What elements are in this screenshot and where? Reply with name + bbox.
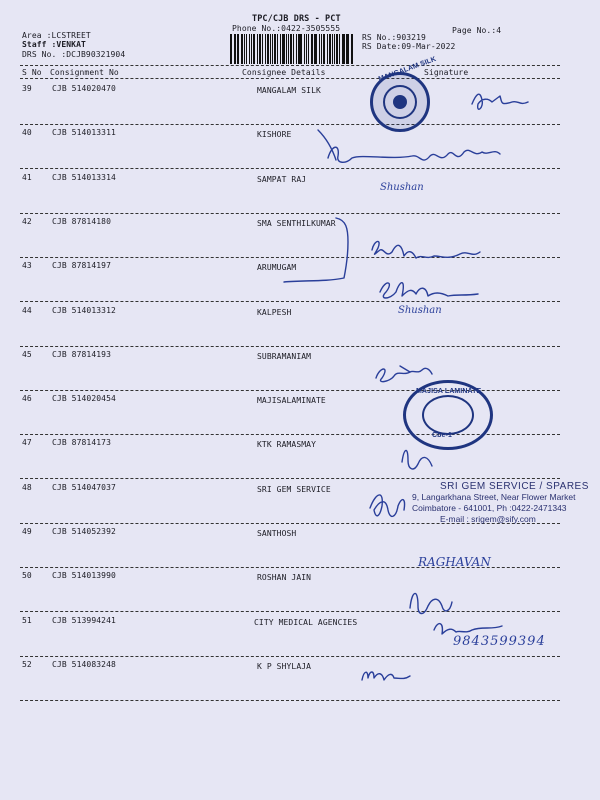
row-consignment: CJB 87814173 xyxy=(52,438,111,447)
row-sno: 40 xyxy=(22,128,32,137)
row-sno: 48 xyxy=(22,483,32,492)
pen-mark xyxy=(284,218,348,282)
row-consignment: CJB 514020454 xyxy=(52,394,116,403)
page-number: Page No.:4 xyxy=(452,26,502,35)
row-sno: 52 xyxy=(22,660,32,669)
company-name: SRI GEM SERVICE / SPARES xyxy=(440,481,589,492)
row-consignment: CJB 514013314 xyxy=(52,173,116,182)
column-header-consignee: Consignee Details xyxy=(242,68,326,77)
row-sno: 42 xyxy=(22,217,32,226)
row-consignee: SANTHOSH xyxy=(257,529,297,538)
row-consignee: KTK RAMASMAY xyxy=(257,440,316,449)
handwriting-shushan-1: Shushan xyxy=(380,182,424,193)
stamp-text: MAJISA LAMINATE xyxy=(416,388,482,395)
row-sno: 41 xyxy=(22,173,32,182)
row-consignment: CJB 514013312 xyxy=(52,306,116,315)
row-consignee: SUBRAMANIAM xyxy=(257,352,312,361)
signature-row-45 xyxy=(376,368,432,381)
row-consignment: CJB 514052392 xyxy=(52,527,116,536)
handwriting-phone: 9843599394 xyxy=(453,634,546,649)
row-consignment: CJB 87814197 xyxy=(52,261,111,270)
row-consignee: SAMPAT RAJ xyxy=(257,175,307,184)
phone-number: Phone No.:0422-3505555 xyxy=(232,24,341,33)
row-consignee: SRI GEM SERVICE xyxy=(257,485,331,494)
row-sno: 51 xyxy=(22,616,32,625)
row-sno: 47 xyxy=(22,438,32,447)
row-consignee: KALPESH xyxy=(257,308,292,317)
company-city: Coimbatore - 641001, Ph :0422-2471343 xyxy=(412,503,567,513)
signature-row-48 xyxy=(370,495,405,516)
row-consignment: CJB 87814193 xyxy=(52,350,111,359)
signature-row-45-flourish xyxy=(400,366,410,372)
column-header-signature: Signature xyxy=(424,68,469,77)
company-email: E-mail : srigem@sify.com xyxy=(440,514,536,524)
row-sno: 39 xyxy=(22,84,32,93)
row-sno: 45 xyxy=(22,350,32,359)
drs-number: DRS No. :DCJB90321904 xyxy=(22,50,126,59)
rs-date: RS Date:09-Mar-2022 xyxy=(362,42,456,51)
signature-row-51b xyxy=(434,624,502,634)
row-consignee: ARUMUGAM xyxy=(257,263,297,272)
staff-label: Staff :VENKAT xyxy=(22,40,86,49)
row-consignee: KISHORE xyxy=(257,130,292,139)
column-header-consignment: Consignment No xyxy=(50,68,119,77)
row-sno: 43 xyxy=(22,261,32,270)
row-consignment: CJB 514013990 xyxy=(52,571,116,580)
row-consignment: CJB 514047037 xyxy=(52,483,116,492)
row-consignee: ROSHAN JAIN xyxy=(257,573,312,582)
row-consignment: CJB 514020470 xyxy=(52,84,116,93)
row-sno: 49 xyxy=(22,527,32,536)
row-consignee: K P SHYLAJA xyxy=(257,662,312,671)
row-sno: 44 xyxy=(22,306,32,315)
row-consignee: CITY MEDICAL AGENCIES xyxy=(254,618,358,627)
company-address: 9, Langarkhana Street, Near Flower Market xyxy=(412,492,576,502)
rs-number: RS No.:903219 xyxy=(362,33,426,42)
signature-row-42 xyxy=(372,241,480,258)
stamp-text: Cbe-1 xyxy=(432,432,452,439)
row-sno: 50 xyxy=(22,571,32,580)
row-consignee: MAJISALAMINATE xyxy=(257,396,326,405)
row-consignment: CJB 514083248 xyxy=(52,660,116,669)
row-consignment: CJB 513994241 xyxy=(52,616,116,625)
signature-row-52 xyxy=(362,672,410,680)
row-consignee: SMA SENTHILKUMAR xyxy=(257,219,336,228)
handwriting-shushan-2: Shushan xyxy=(398,305,442,316)
document-title: TPC/CJB DRS - PCT xyxy=(252,14,341,24)
signature-row-40 xyxy=(328,147,500,162)
signature-row-43 xyxy=(380,283,478,298)
pen-mark xyxy=(318,130,336,160)
stamp-text: MANGALAM SILK xyxy=(377,55,438,84)
signature-row-51 xyxy=(410,593,452,613)
handwriting-raghavan: RAGHAVAN xyxy=(418,555,491,569)
row-consignment: CJB 87814180 xyxy=(52,217,111,226)
area-label: Area :LCSTREET xyxy=(22,31,91,40)
row-consignment: CJB 514013311 xyxy=(52,128,116,137)
signature-row-39 xyxy=(472,94,528,109)
row-sno: 46 xyxy=(22,394,32,403)
signature-row-47 xyxy=(402,450,432,468)
column-header-sno: S No xyxy=(22,68,42,77)
row-consignee: MANGALAM SILK xyxy=(257,86,321,95)
